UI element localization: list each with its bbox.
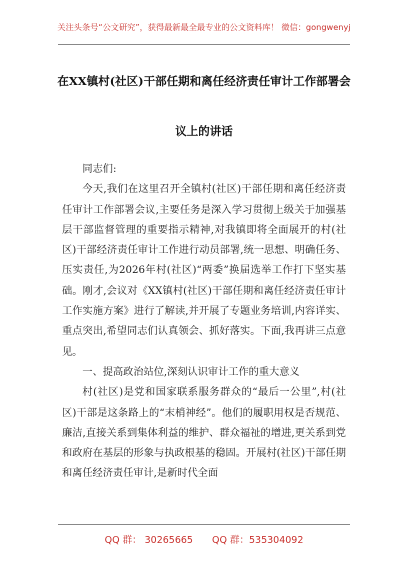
section-heading-1: 一、提高政治站位,深刻认识审计工作的重大意义 <box>82 366 300 378</box>
page-header-banner: 关注头条号“公文研究”，获得最新最全最专业的公文资料库！ 微信：gongwenyj <box>57 22 351 32</box>
footer-divider <box>58 524 350 525</box>
body-paragraph-section-1: 村(社区)是党和国家联系服务群众的“最后一公里”,村(社区)干部是这条路上的“末梢神经”。他们的履职用权是否规范、廉洁,直接关系到集体利益的维护、群众福祉的增进,更关系到党和政府在基层的形象与执政根基的稳固。开展村(社区)干部任期和离任经济责任审计,是新时代全面 <box>62 387 346 480</box>
footer-qq-group-2: QQ 群：535304092 <box>212 535 304 546</box>
body-paragraph-intro: 今天,我们在这里召开全镇村(社区)干部任期和离任经济责任审计工作部署会议,主要任务是深入学习贯彻上级关于加强基层干部监督管理的重要指示精神,对我镇即将全面展开的村(社区)干部经济责任审计工作进行动员部署,统一思想、明确任务、压实责任,为2026年村(社区)“两委”换届选举工作打下坚实基础。刚才,会议对《XX镇村(社区)干部任期和离任经济责任审计工作实施方案》进行了解读,并开展了专题业务培训,内容详实、重点突出,希望同志们认真领会、抓好落实。下面,我再讲三点意见。 <box>62 184 346 358</box>
page-footer <box>0 532 408 546</box>
document-body <box>62 160 346 485</box>
footer-qq-group-1: QQ 群： 30265665 <box>104 535 193 546</box>
document-title-line-2: 议上的讲话 <box>175 124 233 138</box>
header-divider <box>58 44 350 45</box>
greeting: 同志们: <box>82 164 117 175</box>
document-title-line-1: 在XX镇村(社区)干部任期和离任经济责任审计工作部署会 <box>57 74 351 88</box>
